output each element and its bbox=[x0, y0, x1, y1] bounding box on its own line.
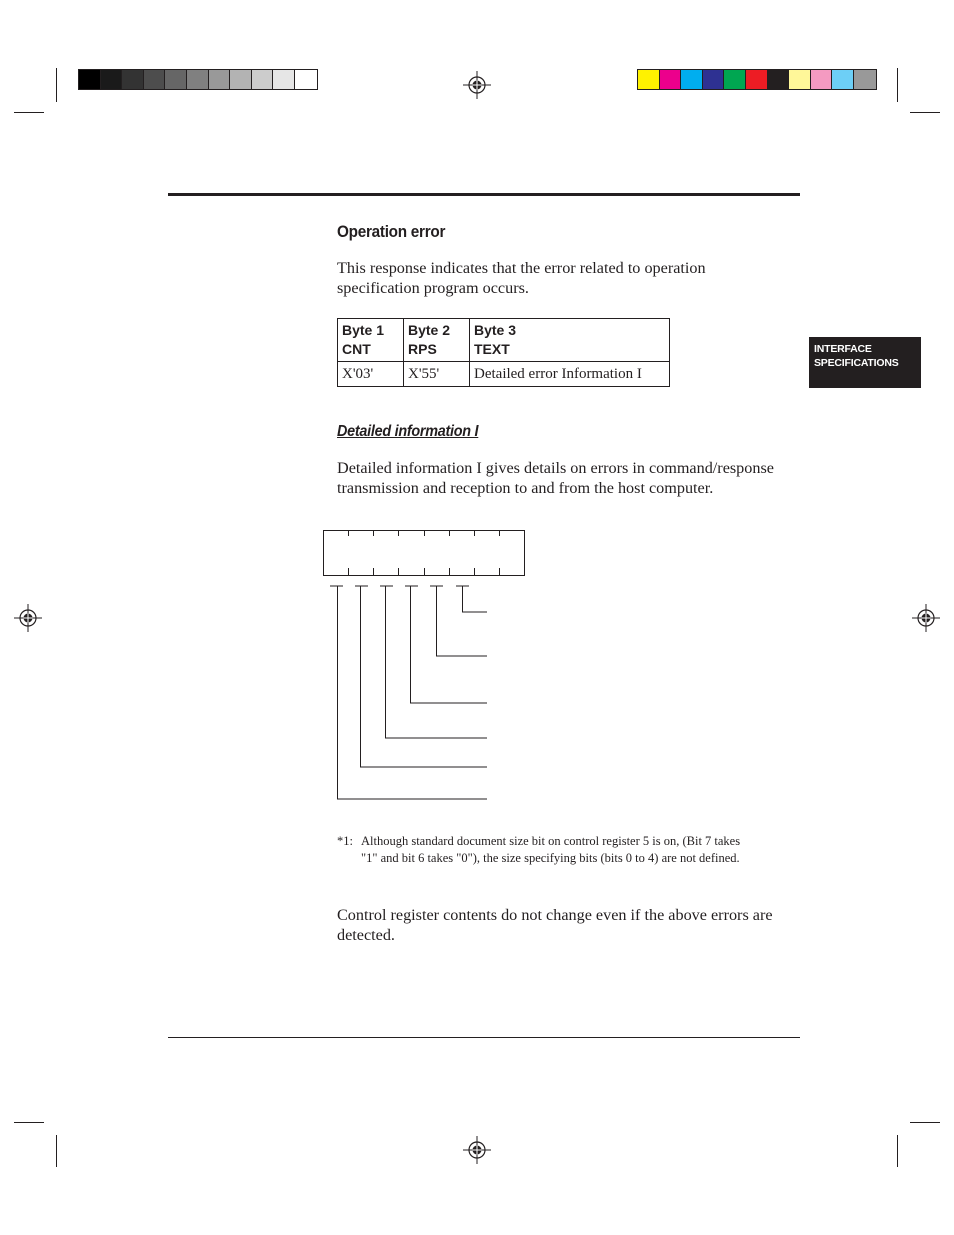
crop-mark bbox=[897, 1135, 898, 1167]
response-table bbox=[337, 318, 670, 387]
header-name: CNT bbox=[342, 341, 371, 357]
header-byte: Byte 3 bbox=[474, 322, 517, 338]
color-swatch bbox=[811, 70, 833, 89]
subsection-title: Detailed information I bbox=[337, 423, 479, 440]
crop-mark bbox=[14, 1122, 44, 1123]
chapter-tab-line1: INTERFACE bbox=[814, 343, 872, 355]
crop-mark bbox=[56, 1135, 57, 1167]
footnote-line: "1" and bit 6 takes "0"), the size specifying bits (bits 0 to 4) are not defined. bbox=[361, 851, 740, 865]
footnote-mark: *1: bbox=[337, 834, 353, 848]
footer-rule bbox=[168, 1037, 800, 1038]
bit-leader-line bbox=[405, 586, 487, 703]
table-cell: X'03' bbox=[338, 362, 404, 387]
color-swatch bbox=[832, 70, 854, 89]
table-header-cell bbox=[338, 319, 404, 362]
header-name: TEXT bbox=[474, 341, 510, 357]
footnote bbox=[337, 833, 787, 867]
gray-swatch bbox=[187, 70, 209, 89]
registration-target-icon bbox=[463, 1136, 491, 1164]
bit-leader-line bbox=[456, 586, 487, 612]
closing-paragraph bbox=[337, 905, 807, 945]
bit-dividers bbox=[349, 531, 500, 576]
bit-leader-line bbox=[355, 586, 487, 767]
chapter-tab bbox=[809, 337, 921, 388]
registration-target-icon bbox=[14, 604, 42, 632]
detail-line: Detailed information I gives details on errors in command/response bbox=[337, 459, 774, 477]
gray-swatch bbox=[273, 70, 295, 89]
gray-swatch bbox=[144, 70, 166, 89]
header-name: RPS bbox=[408, 341, 437, 357]
table-header-row bbox=[338, 319, 670, 362]
intro-line: This response indicates that the error related to operation bbox=[337, 259, 706, 277]
registration-target-icon bbox=[912, 604, 940, 632]
color-swatch bbox=[768, 70, 790, 89]
header-byte: Byte 2 bbox=[408, 322, 451, 338]
intro-line: specification program occurs. bbox=[337, 279, 529, 297]
crop-mark bbox=[910, 1122, 940, 1123]
process-color-bar bbox=[637, 69, 877, 90]
gray-swatch bbox=[79, 70, 101, 89]
color-swatch bbox=[703, 70, 725, 89]
gray-swatch bbox=[230, 70, 252, 89]
color-swatch bbox=[724, 70, 746, 89]
gray-swatch bbox=[101, 70, 123, 89]
table-cell: X'55' bbox=[404, 362, 470, 387]
gray-swatch bbox=[165, 70, 187, 89]
gray-swatch bbox=[252, 70, 274, 89]
bit-leader-line bbox=[380, 586, 487, 738]
gray-swatch bbox=[122, 70, 144, 89]
table-cell: Detailed error Information I bbox=[470, 362, 670, 387]
crop-mark bbox=[910, 112, 940, 113]
color-swatch bbox=[660, 70, 682, 89]
color-swatch bbox=[681, 70, 703, 89]
chapter-tab-line2: SPECIFICATIONS bbox=[814, 357, 899, 369]
footnote-line: Although standard document size bit on control register 5 is on, (Bit 7 takes bbox=[361, 834, 741, 848]
crop-mark bbox=[897, 68, 898, 102]
detail-paragraph bbox=[337, 458, 807, 498]
bit-field-diagram bbox=[320, 526, 540, 806]
section-intro bbox=[337, 258, 807, 298]
section-title: Operation error bbox=[337, 222, 446, 241]
color-swatch bbox=[638, 70, 660, 89]
color-swatch bbox=[854, 70, 876, 89]
table-header-cell bbox=[470, 319, 670, 362]
crop-mark bbox=[14, 112, 44, 113]
closing-line: Control register contents do not change even if the above errors are bbox=[337, 906, 773, 924]
gray-color-bar bbox=[78, 69, 318, 90]
bit-leader-lines bbox=[330, 586, 487, 799]
table-header-cell bbox=[404, 319, 470, 362]
crop-mark bbox=[56, 68, 57, 102]
header-byte: Byte 1 bbox=[342, 322, 385, 338]
header-rule bbox=[168, 193, 800, 196]
color-swatch bbox=[789, 70, 811, 89]
gray-swatch bbox=[295, 70, 317, 89]
gray-swatch bbox=[209, 70, 231, 89]
color-swatch bbox=[746, 70, 768, 89]
table-row bbox=[338, 362, 670, 387]
bit-leader-line bbox=[430, 586, 487, 656]
detail-line: transmission and reception to and from the host computer. bbox=[337, 479, 714, 497]
closing-line: detected. bbox=[337, 926, 395, 944]
registration-target-icon bbox=[463, 71, 491, 99]
